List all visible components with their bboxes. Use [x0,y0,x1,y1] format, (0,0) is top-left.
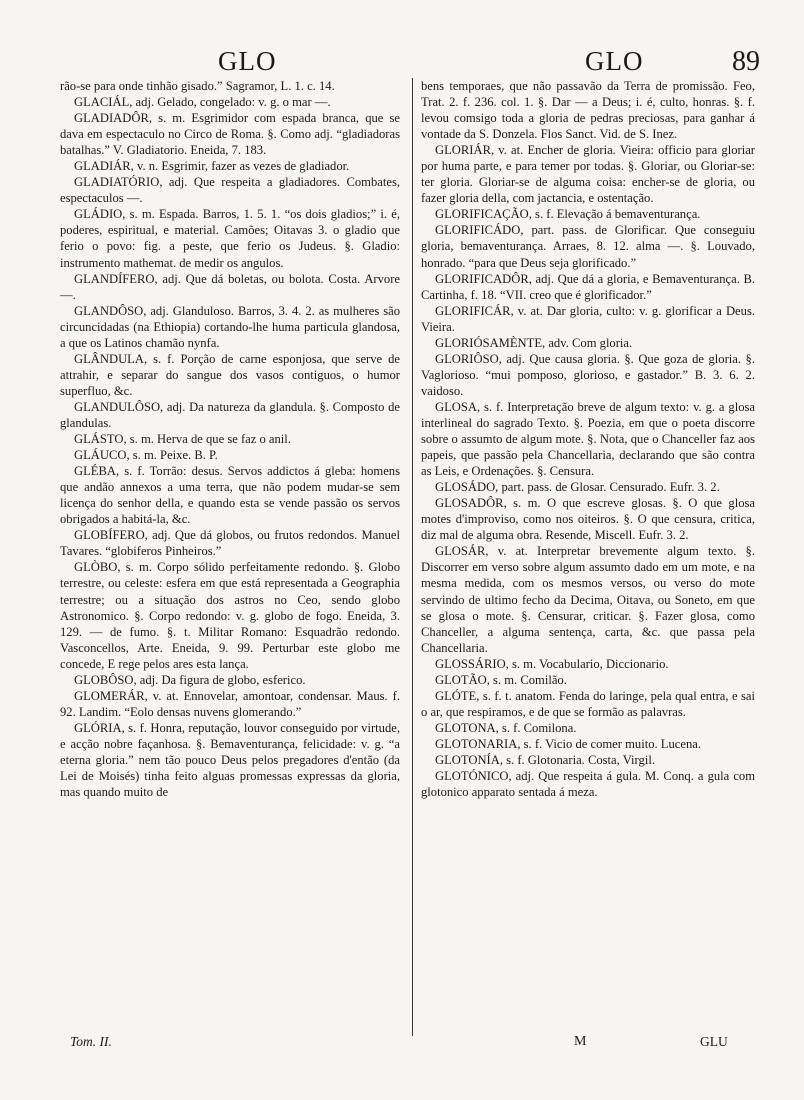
entry-glorificado: GLORIFICÁDO, part. pass. de Glorificar. Que conseguiu gloria, bemaventurança. Arraes, 8. 12. alma —. §. Louvado, honrado. “para que Deus seja glorificado.” [421,223,755,270]
entry-glauco: GLÁUCO, s. m. Peixe. B. P. [74,448,218,463]
entry-glosar: GLOSÁR, v. at. Interpretar brevemente algum texto. §. Discorrer em verso sobre algum assumto dado em um mote, e na mesma medida, com os mesmos versos, ou verso do mote servindo de ultimo fecho da Decima, Oitava, ou Soneto, em que se glosa o mote. §. Censurar, criticar. §. Fazer glosa, como Chanceller, a alguma sentença, carta, &c. que passa pela Chancellaria. [421,544,755,655]
entry-gladio: GLÁDIO, s. m. Espada. Barros, 1. 5. 1. “os dois gladios;” i. é, poderes, espiritual, e material. Camões; Oitavas 3. o gladio que ferio o povo: fig. a peste, que ferio os Judeus. §. Gladio: instrumento mathemat. de medir os angulos. [60,207,400,270]
entry-glosado: GLOSÁDO, part. pass. de Glosar. Censurado. Eufr. 3. 2. [435,480,720,495]
entry-glasto: GLÁSTO, s. m. Herva de que se faz o anil. [74,432,291,447]
running-header-right: GLO [585,46,644,76]
entry-gladiar: GLADIÁR, v. n. Esgrimir, fazer as vezes de gladiador. [74,159,350,174]
entry-globo: GLÒBO, s. m. Corpo sólido perfeitamente redondo. §. Globo terrestre, ou celeste: esfera em que está representada a Geographia terrestre; ou a situação dos astros no Ceo, sendo globo Astronomico. §. Corpo redondo: v. g. globo de fogo. Eneida, 3. 129. — de fumo. §. t. Militar Romano: Esquadrão redondo. Vasconcellos, Arte. Eneida, 9. 99. Perturbar este globo me concede, E rege pelos ares esta lança. [60,560,400,671]
entry-glandoso: GLANDÔSO, adj. Glanduloso. Barros, 3. 4. 2. as mulheres são circuncidadas (na Ethiopia) cortando-lhe huma particula glandosa, a que os Latinos chamão nynfa. [60,303,400,350]
entry-glorificador: GLORIFICADÔR, adj. Que dá a gloria, e Bemaventurança. B. Cartinha, f. 18. “VII. creo que é glorificador.” [421,271,755,302]
entry-glote: GLÓTE, s. f. t. anatom. Fenda do laringe, pela qual entra, e sai o ar, que respiramos, e de que se formão as palavras. [421,688,755,719]
entry-text: bens temporaes, que não passavão da Terra de promissão. Feo, Trat. 2. f. 236. col. 1. §. Dar — a Deus; i. é, culto, honras. §. f. levou comsigo toda a gloria de pedras preciosas, para ganhar á vontade da S. Donzela. Flos Sanct. Vid. de S. Inez. [421,79,755,142]
entry-glosa: GLOSA, s. f. Interpretação breve de algum texto: v. g. a glosa interlineal do sagrado Texto. §. Poezia, em que o poeta discorre sobre o assumto de algum mote. §. Nota, que o Chanceller faz aos papeis, que passão pela Chancellaria, declarando que são contra as Leis, e Ordenações. §. Censura. [421,399,755,479]
entry-glotonia: GLOTONÍA, s. f. Glotonaria. Costa, Virgil. [435,752,655,767]
column-divider [412,78,413,1036]
page-number: 89 [732,46,760,77]
entry-glomerar: GLOMERÁR, v. at. Ennovelar, amontoar, condensar. Maus. f. 92. Landim. “Eolo densas nuvens glomerando.” [60,688,400,719]
entry-text: rão-se para onde tinhão gisado.” Sagramor, L. 1. c. 14. [60,79,335,93]
entry-glorificar: GLORIFICÁR, v. at. Dar gloria, culto: v. g. glorificar a Deus. Vieira. [421,303,755,334]
entry-gleba: GLÉBA, s. f. Torrão: desus. Servos addictos á gleba: homens que andão annexos a uma terra, que não podem mudar-se sem licença do senhor della, e quando esta se vende passão os servos obrigados a habitá-la, &c. [60,464,400,527]
entry-glandifero: GLANDÍFERO, adj. Que dá boletas, ou bolota. Costa. Arvore —. [60,271,400,302]
entry-globoso: GLOBÔSO, adj. Da figura de globo, esferico. [74,672,306,687]
entry-globifero: GLOBÍFERO, adj. Que dá globos, ou frutos redondos. Manuel Tavares. “globiferos Pinheiros.” [60,528,400,559]
left-column [60,78,400,800]
entry-gladiatorio: GLADIATÓRIO, adj. Que respeita a gladiadores. Combates, espectaculos —. [60,175,400,206]
entry-gloria: GLÓRIA, s. f. Honra, reputação, louvor conseguido por virtude, e acção nobre façanhosa. §. Bemaventurança, felicidade: v. g. “a eterna gloria.” nem tão pouco Deus pelos pregadores d'então (da Lei de Moisés) tinha feito alguas promessas expressas da gloria, mas quando muito de [60,720,400,800]
signature-mark: M [574,1034,587,1049]
catchword: GLU [700,1034,728,1049]
entry-glotona: GLOTONA, s. f. Comilona. [435,720,577,735]
entry-glosador: GLOSADÔR, s. m. O que escreve glosas. §. O que glosa motes d'improviso, como nos oiteiros. §. O que censura, critica, diz mal de alguma obra. Resende, Miscell. Eufr. 3. 2. [421,496,755,543]
entry-glotonaria: GLOTONARIA, s. f. Vicio de comer muito. Lucena. [435,736,701,751]
entry-glacial: GLACIÁL, adj. Gelado, congelado: v. g. o mar —. [74,95,331,110]
running-header-left: GLO [218,46,277,76]
entry-gloriosamente: GLORIÓSAMÈNTE, adv. Com gloria. [435,335,633,350]
right-column [421,78,755,800]
entry-glorioso: GLORIÔSO, adj. Que causa gloria. §. Que goza de gloria. §. Vaglorioso. “mui pomposo, glorioso, e gastador.” B. 3. 6. 2. vaidoso. [421,351,755,398]
entry-glotao: GLOTÃO, s. m. Comilão. [435,672,567,687]
entry-gladiador: GLADIADÔR, s. m. Esgrimidor com espada branca, que se dava em espectaculo no Circo de Roma. §. Como adj. “gladiadoras batalhas.” V. Gladiatorio. Eneida, 7. 183. [60,111,400,158]
entry-glotonico: GLOTÓNICO, adj. Que respeita á gula. M. Conq. a gula com glotonico apparato sentada á meza. [421,769,755,800]
entry-glorificacao: GLORIFICAÇÃO, s. f. Elevação á bemaventurança. [435,207,701,222]
entry-glossario: GLOSSÁRIO, s. m. Vocabulario, Diccionario. [435,656,669,671]
entry-gloriar: GLORIÁR, v. at. Encher de gloria. Vieira: officio para gloriar por huma parte, e para temer por todas. §. Gloriar, ou Gloriar-se: ter gloria. Gloriar-se de alguma coisa: encher-se de gloria, ou fazer gloria della, com jactancia, e ostentação. [421,143,755,206]
volume-signature: Tom. II. [70,1034,112,1049]
entry-glandula: GLÂNDULA, s. f. Porção de carne esponjosa, que serve de attrahir, e separar do sangue dos vasos contiguos, o humor superfluo, &c. [60,351,400,398]
entry-glanduloso: GLANDULÔSO, adj. Da natureza da glandula. §. Composto de glandulas. [60,399,400,430]
